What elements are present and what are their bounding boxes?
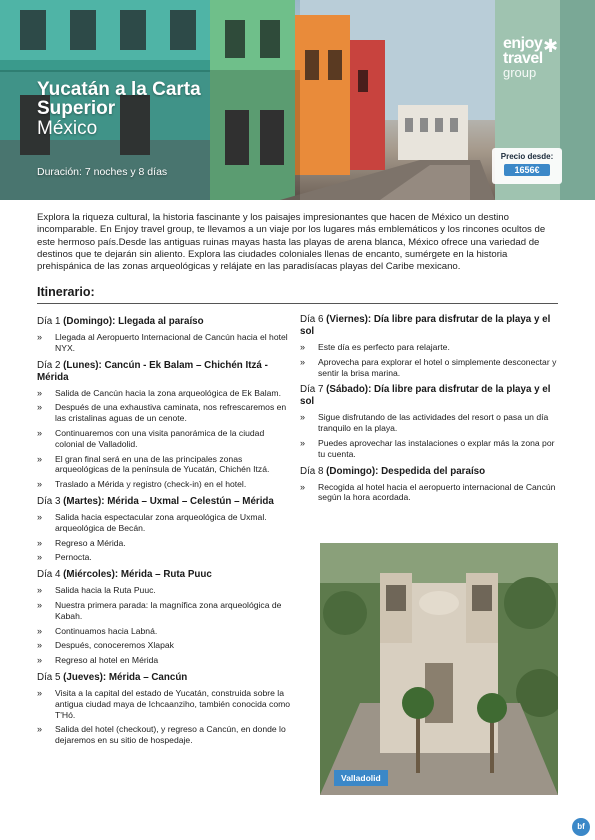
- day-2-heading: Día 2 (Lunes): Cancún - Ek Balam – Chichén Itzá - Mérida: [37, 359, 268, 383]
- list-item: » El gran final será en una de las principales zonas arqueológicas de la península de Yucatán, Chichén Itzá.: [37, 454, 292, 476]
- logo-line1: enjoy: [503, 35, 543, 52]
- list-item: » Este día es perfecto para relajarte.: [300, 342, 562, 353]
- list-item: » Salida hacia la Ruta Puuc.: [37, 585, 292, 596]
- list-item: » Recogida al hotel hacia el aeropuerto internacional de Cancún según la hora acordada.: [300, 482, 562, 504]
- list-item: » Salida de Cancún hacia la zona arqueológica de Ek Balam.: [37, 388, 292, 399]
- list-item: » Salida del hotel (checkout), y regreso a Cancún, en donde lo dejaremos en su sitio de hospedaje.: [37, 724, 292, 746]
- list-item: » Después, conoceremos Xlapak: [37, 640, 292, 651]
- list-item: » Traslado a Mérida y registro (check-in) en el hotel.: [37, 479, 292, 490]
- section-divider: [37, 303, 558, 304]
- list-item: » Llegada al Aeropuerto Internacional de Cancún hacia el hotel NYX.: [37, 332, 292, 354]
- trip-country: México: [37, 118, 98, 139]
- price-value: 1656€: [504, 164, 550, 176]
- trip-title-line2: Superior: [37, 98, 116, 119]
- price-label: Precio desde:: [500, 152, 554, 161]
- valladolid-cathedral-photo: [320, 543, 558, 795]
- intro-paragraph: Explora la riqueza cultural, la historia fascinante y los paisajes impresionantes que hacen de México un destino incomparable. En Enjoy travel group, te llevamos a un viaje por los lugares más emblemáticos y los rincones ocultos de este hermoso país.Desde las antiguas ruinas mayas hasta las playas de arena blanca, México ofrece una variedad de destinos que te dejarán sin aliento. Explora las ciudades coloniales llenas de encanto, sumérgete en la historia prehispánica de las zonas arqueológicas y relájate en las paradisíacas playas del Caribe mexicano.: [37, 212, 546, 273]
- itinerary-left-column: [37, 316, 292, 750]
- trip-title: [37, 80, 201, 118]
- enjoy-travel-logo: [503, 36, 573, 79]
- cathedral-illustration: [320, 543, 558, 795]
- list-item: » Salida hacia espectacular zona arqueológica de Uxmal. arqueológica de Becán.: [37, 512, 292, 534]
- day-1-heading: Día 1 (Domingo): Llegada al paraíso: [37, 316, 204, 327]
- day-5-heading: Día 5 (Jueves): Mérida – Cancún: [37, 671, 188, 683]
- price-box: [492, 148, 562, 184]
- asterisk-icon: ✱: [543, 36, 559, 56]
- logo-line2: travel: [503, 50, 543, 67]
- list-item: » Pernocta.: [37, 552, 292, 563]
- list-item: » Regreso al hotel en Mérida: [37, 655, 292, 666]
- itinerary-right-column: [300, 314, 562, 507]
- list-item: » Puedes aprovechar las instalaciones o explar más la zona por tu cuenta.: [300, 438, 562, 460]
- itinerary-title: Itinerario:: [37, 285, 95, 299]
- bf-badge: bf: [572, 818, 590, 836]
- list-item: » Visita a la capital del estado de Yucatán, construida sobre la antigua ciudad maya de Ichcaanziho, también conocida como T'Hó.: [37, 688, 292, 720]
- list-item: » Continuamos hacia Labná.: [37, 626, 292, 637]
- list-item: » Sigue disfrutando de las actividades del resort o pasa un día tranquilo en la playa.: [300, 412, 562, 434]
- day-7-heading: Día 7 (Sábado): Día libre para disfrutar de la playa y el sol: [300, 384, 551, 408]
- list-item: » Continuaremos con una visita panorámica de la ciudad colonial de Valladolid.: [37, 428, 292, 450]
- list-item: » Aprovecha para explorar el hotel o simplemente desconectar y sentir la brisa marina.: [300, 357, 562, 379]
- day-6-heading: Día 6 (Viernes): Día libre para disfrutar de la playa y el sol: [300, 314, 551, 337]
- list-item: » Nuestra primera parada: la magnífica zona arqueológica de Kabah.: [37, 600, 292, 622]
- trip-title-line1: Yucatán a la Carta: [37, 79, 201, 100]
- list-item: » Regreso a Mérida.: [37, 538, 292, 549]
- day-8-heading: Día 8 (Domingo): Despedida del paraíso: [300, 465, 486, 477]
- list-item: » Después de una exhaustiva caminata, nos refrescaremos en las cristalinas aguas de un cenote.: [37, 402, 292, 424]
- trip-duration: Duración: 7 noches y 8 días: [37, 166, 168, 178]
- hero-banner: [0, 0, 595, 200]
- photo-caption: Valladolid: [334, 770, 388, 786]
- day-3-heading: Día 3 (Martes): Mérida – Uxmal – Celestún – Mérida: [37, 495, 274, 507]
- day-4-heading: Día 4 (Miércoles): Mérida – Ruta Puuc: [37, 569, 212, 581]
- logo-line3: group: [503, 65, 537, 80]
